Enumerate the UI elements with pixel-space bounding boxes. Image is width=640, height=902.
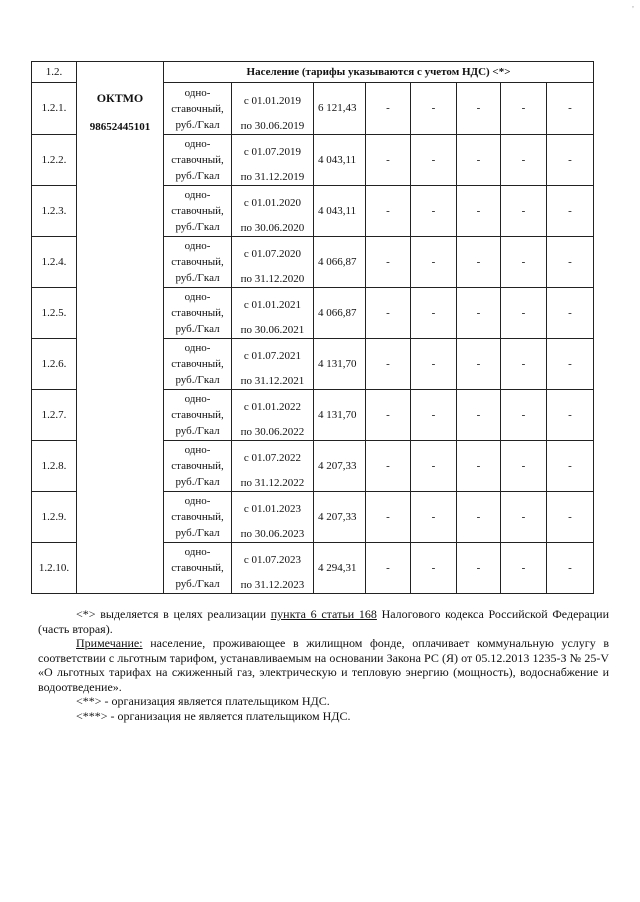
tariff-value: 4 207,33 xyxy=(314,441,366,492)
period-to: по 31.12.2021 xyxy=(240,375,305,387)
empty-value-dash: - xyxy=(547,237,594,288)
unit-line: руб./Гкал xyxy=(175,272,220,284)
unit-line: одно- xyxy=(184,189,211,201)
table-row xyxy=(32,83,594,135)
row-number: 1.2.8. xyxy=(32,441,77,492)
unit-line: ставочный, xyxy=(171,205,224,217)
period-from: с 01.07.2019 xyxy=(243,146,302,158)
period-from: с 01.01.2022 xyxy=(243,401,302,413)
period-cell xyxy=(232,186,314,237)
empty-value-dash: - xyxy=(411,83,457,135)
empty-value-dash: - xyxy=(547,186,594,237)
footnote-1: <*> выделяется в целях реализации пункта 6 статьи 168 Налогового кодекса Российской Федерации (часть вторая). xyxy=(38,607,609,636)
oktmo-code: 98652445101 xyxy=(89,120,151,133)
unit-line: одно- xyxy=(184,342,211,354)
oktmo-cell-top xyxy=(77,62,164,83)
oktmo-cell-blank xyxy=(77,237,164,288)
empty-value-dash: - xyxy=(366,288,411,339)
empty-value-dash: - xyxy=(411,441,457,492)
empty-value-dash: - xyxy=(501,186,547,237)
period-cell xyxy=(232,288,314,339)
unit-line: руб./Гкал xyxy=(175,323,220,335)
table-row xyxy=(32,186,594,237)
empty-value-dash: - xyxy=(366,441,411,492)
oktmo-cell-blank xyxy=(77,339,164,390)
empty-value-dash: - xyxy=(547,339,594,390)
period-from: с 01.07.2022 xyxy=(243,452,302,464)
period-to: по 31.12.2022 xyxy=(240,477,305,489)
empty-value-dash: - xyxy=(366,237,411,288)
unit-line: одно- xyxy=(184,138,211,150)
empty-value-dash: - xyxy=(501,237,547,288)
footnote-2: <**> - организация является плательщиком НДС. xyxy=(76,694,330,708)
period-to: по 30.06.2020 xyxy=(240,222,305,234)
unit-line: руб./Гкал xyxy=(175,476,220,488)
oktmo-cell-blank xyxy=(77,390,164,441)
footnotes xyxy=(38,607,609,723)
unit-line: ставочный, xyxy=(171,562,224,574)
empty-value-dash: - xyxy=(411,492,457,543)
unit-line: одно- xyxy=(184,86,211,99)
empty-value-dash: - xyxy=(411,186,457,237)
corner-mark: , xyxy=(632,0,634,9)
oktmo-cell-blank xyxy=(77,543,164,594)
table-row xyxy=(32,339,594,390)
period-from: с 01.07.2021 xyxy=(243,350,302,362)
period-from: с 01.07.2023 xyxy=(243,554,302,566)
header-row-title: Население (тарифы указываются с учетом НДС) <*> xyxy=(164,62,594,83)
empty-value-dash: - xyxy=(366,186,411,237)
empty-value-dash: - xyxy=(547,288,594,339)
unit-line: одно- xyxy=(184,291,211,303)
tariff-value: 6 121,43 xyxy=(314,83,366,135)
table-row xyxy=(32,135,594,186)
tariff-value: 4 131,70 xyxy=(314,390,366,441)
period-cell xyxy=(232,390,314,441)
unit-line: ставочный, xyxy=(171,409,224,421)
unit-line: одно- xyxy=(184,495,211,507)
period-to: по 30.06.2023 xyxy=(240,528,305,540)
period-to: по 31.12.2020 xyxy=(240,273,305,285)
row-number: 1.2.6. xyxy=(32,339,77,390)
unit-cell xyxy=(164,237,232,288)
empty-value-dash: - xyxy=(547,492,594,543)
empty-value-dash: - xyxy=(501,390,547,441)
tariff-value: 4 294,31 xyxy=(314,543,366,594)
table-row xyxy=(32,492,594,543)
row-number: 1.2.10. xyxy=(32,543,77,594)
empty-value-dash: - xyxy=(411,390,457,441)
empty-value-dash: - xyxy=(547,441,594,492)
unit-cell xyxy=(164,543,232,594)
period-cell xyxy=(232,237,314,288)
unit-line: ставочный, xyxy=(171,358,224,370)
tariff-value: 4 207,33 xyxy=(314,492,366,543)
oktmo-cell-blank xyxy=(77,186,164,237)
tariff-table xyxy=(31,61,594,594)
table-row xyxy=(32,390,594,441)
empty-value-dash: - xyxy=(501,339,547,390)
unit-line: ставочный, xyxy=(171,102,224,115)
empty-value-dash: - xyxy=(411,543,457,594)
empty-value-dash: - xyxy=(501,492,547,543)
empty-value-dash: - xyxy=(457,492,501,543)
empty-value-dash: - xyxy=(366,543,411,594)
row-number: 1.2.5. xyxy=(32,288,77,339)
period-from: с 01.01.2021 xyxy=(243,299,302,311)
empty-value-dash: - xyxy=(457,390,501,441)
empty-value-dash: - xyxy=(457,339,501,390)
empty-value-dash: - xyxy=(366,390,411,441)
unit-line: одно- xyxy=(184,393,211,405)
table-row xyxy=(32,441,594,492)
tariff-value: 4 043,11 xyxy=(314,135,366,186)
empty-value-dash: - xyxy=(366,492,411,543)
empty-value-dash: - xyxy=(457,288,501,339)
empty-value-dash: - xyxy=(457,543,501,594)
empty-value-dash: - xyxy=(501,135,547,186)
row-number: 1.2.1. xyxy=(32,83,77,135)
unit-line: руб./Гкал xyxy=(175,527,220,539)
empty-value-dash: - xyxy=(457,186,501,237)
oktmo-cell-blank xyxy=(77,492,164,543)
unit-line: руб./Гкал xyxy=(175,578,220,590)
period-from: с 01.01.2020 xyxy=(243,197,302,209)
empty-value-dash: - xyxy=(457,83,501,135)
tariff-value: 4 066,87 xyxy=(314,237,366,288)
row-number: 1.2.3. xyxy=(32,186,77,237)
unit-cell xyxy=(164,339,232,390)
footnote-note: Примечание: население, проживающее в жилищном фонде, оплачивает коммунальную услугу в соответствии с льготным тарифом, устанавливаемым на основании Закона РС (Я) от 05.12.2013 1235-З № 25-V «О льготных тарифах на сжиженный газ, электрическую и тепловую энергию (мощность), водоснабжение и водоотведение». xyxy=(38,636,609,694)
empty-value-dash: - xyxy=(457,441,501,492)
empty-value-dash: - xyxy=(501,543,547,594)
empty-value-dash: - xyxy=(457,135,501,186)
unit-cell xyxy=(164,390,232,441)
oktmo-cell-blank xyxy=(77,135,164,186)
unit-cell xyxy=(164,288,232,339)
empty-value-dash: - xyxy=(411,339,457,390)
unit-line: руб./Гкал xyxy=(175,374,220,386)
unit-line: руб./Гкал xyxy=(175,425,220,437)
unit-line: одно- xyxy=(184,546,211,558)
tariff-value: 4 066,87 xyxy=(314,288,366,339)
period-from: с 01.01.2019 xyxy=(243,94,302,107)
tariff-value: 4 043,11 xyxy=(314,186,366,237)
row-number: 1.2.9. xyxy=(32,492,77,543)
unit-line: ставочный, xyxy=(171,307,224,319)
header-row xyxy=(32,62,594,83)
row-number: 1.2.4. xyxy=(32,237,77,288)
empty-value-dash: - xyxy=(411,237,457,288)
period-to: по 30.06.2022 xyxy=(240,426,305,438)
period-cell xyxy=(232,543,314,594)
empty-value-dash: - xyxy=(501,441,547,492)
footnote-3: <***> - организация не является плательщиком НДС. xyxy=(76,708,351,723)
unit-cell xyxy=(164,186,232,237)
period-from: с 01.01.2023 xyxy=(243,503,302,515)
unit-cell xyxy=(164,441,232,492)
empty-value-dash: - xyxy=(501,288,547,339)
period-cell xyxy=(232,492,314,543)
empty-value-dash: - xyxy=(547,83,594,135)
unit-line: ставочный, xyxy=(171,511,224,523)
empty-value-dash: - xyxy=(411,288,457,339)
tariff-value: 4 131,70 xyxy=(314,339,366,390)
empty-value-dash: - xyxy=(547,135,594,186)
empty-value-dash: - xyxy=(501,83,547,135)
empty-value-dash: - xyxy=(366,339,411,390)
unit-line: руб./Гкал xyxy=(175,221,220,233)
table-row xyxy=(32,237,594,288)
table-row xyxy=(32,543,594,594)
unit-line: руб./Гкал xyxy=(175,118,220,131)
period-to: по 30.06.2021 xyxy=(240,324,305,336)
oktmo-label: ОКТМО xyxy=(96,90,144,105)
legal-reference-link[interactable]: пункта 6 статьи 168 xyxy=(270,607,377,621)
unit-line: одно- xyxy=(184,240,211,252)
unit-cell xyxy=(164,83,232,135)
empty-value-dash: - xyxy=(547,390,594,441)
period-cell xyxy=(232,339,314,390)
period-from: с 01.07.2020 xyxy=(243,248,302,260)
empty-value-dash: - xyxy=(457,237,501,288)
unit-cell xyxy=(164,492,232,543)
empty-value-dash: - xyxy=(366,135,411,186)
period-to: по 30.06.2019 xyxy=(240,119,305,132)
unit-line: ставочный, xyxy=(171,256,224,268)
oktmo-cell-blank xyxy=(77,288,164,339)
oktmo-cell xyxy=(77,83,164,135)
empty-value-dash: - xyxy=(366,83,411,135)
row-number: 1.2.7. xyxy=(32,390,77,441)
unit-line: руб./Гкал xyxy=(175,170,220,182)
period-to: по 31.12.2019 xyxy=(240,171,305,183)
unit-line: одно- xyxy=(184,444,211,456)
empty-value-dash: - xyxy=(411,135,457,186)
period-to: по 31.12.2023 xyxy=(240,579,305,591)
period-cell xyxy=(232,135,314,186)
period-cell xyxy=(232,83,314,135)
empty-value-dash: - xyxy=(547,543,594,594)
unit-cell xyxy=(164,135,232,186)
unit-line: ставочный, xyxy=(171,154,224,166)
period-cell xyxy=(232,441,314,492)
header-row-num: 1.2. xyxy=(32,62,77,83)
row-number: 1.2.2. xyxy=(32,135,77,186)
oktmo-cell-blank xyxy=(77,441,164,492)
table-row xyxy=(32,288,594,339)
unit-line: ставочный, xyxy=(171,460,224,472)
